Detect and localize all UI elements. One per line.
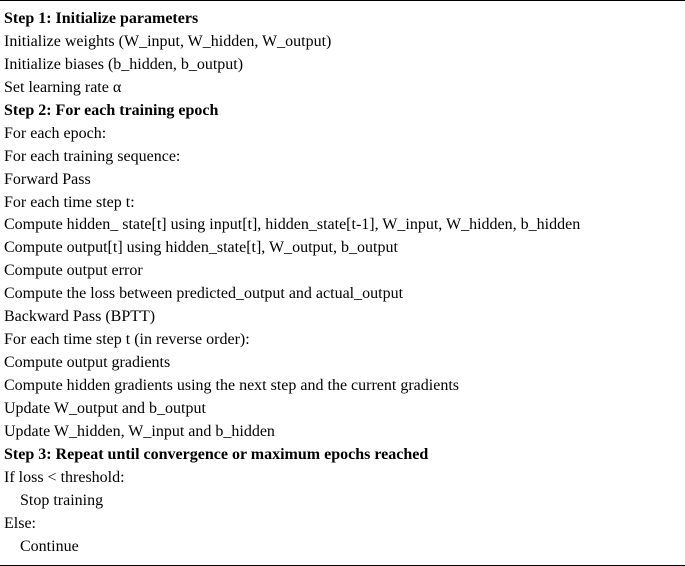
algorithm-line: Stop training (20, 491, 104, 509)
algorithm-line: Compute hidden_ state[t] using input[t], hidden_state[t-1], W_input, W_hidden, b_hidden (4, 216, 581, 234)
algorithm-line: Backward Pass (BPTT) (4, 308, 156, 326)
algorithm-line: Continue (20, 537, 79, 555)
algorithm-line: Initialize biases (b_hidden, b_output) (4, 55, 244, 73)
algorithm-line: Forward Pass (4, 170, 91, 188)
algorithm-line: Update W_hidden, W_input and b_hidden (4, 422, 275, 440)
step-heading: Step 1: Initialize parameters (4, 10, 199, 27)
step-heading: Step 2: For each training epoch (4, 101, 219, 119)
algorithm-line: Compute output error (4, 262, 143, 280)
algorithm-line: Else: (4, 514, 36, 532)
algorithm-line: Initialize weights (W_input, W_hidden, W_output) (4, 32, 332, 50)
algorithm-line: Compute output gradients (4, 354, 171, 372)
algorithm-line: For each epoch: (4, 124, 107, 142)
algorithm-line: For each training sequence: (4, 147, 181, 165)
algorithm-line: Update W_output and b_output (4, 399, 206, 417)
algorithm-line: For each time step t: (4, 193, 135, 211)
algorithm-line: Compute output[t] using hidden_state[t], W_output, b_output (4, 239, 398, 257)
algorithm-line: For each time step t (in reverse order): (4, 331, 250, 349)
algorithm-line: Compute hidden gradients using the next step and the current gradients (4, 377, 459, 394)
algorithm-line: Set learning rate α (4, 78, 122, 96)
algorithm-lines (4, 8, 685, 559)
algorithm-line: If loss < threshold: (4, 468, 125, 486)
step-heading: Step 3: Repeat until convergence or maximum epochs reached (4, 445, 429, 463)
algorithm-line: Compute the loss between predicted_output and actual_output (4, 285, 404, 303)
